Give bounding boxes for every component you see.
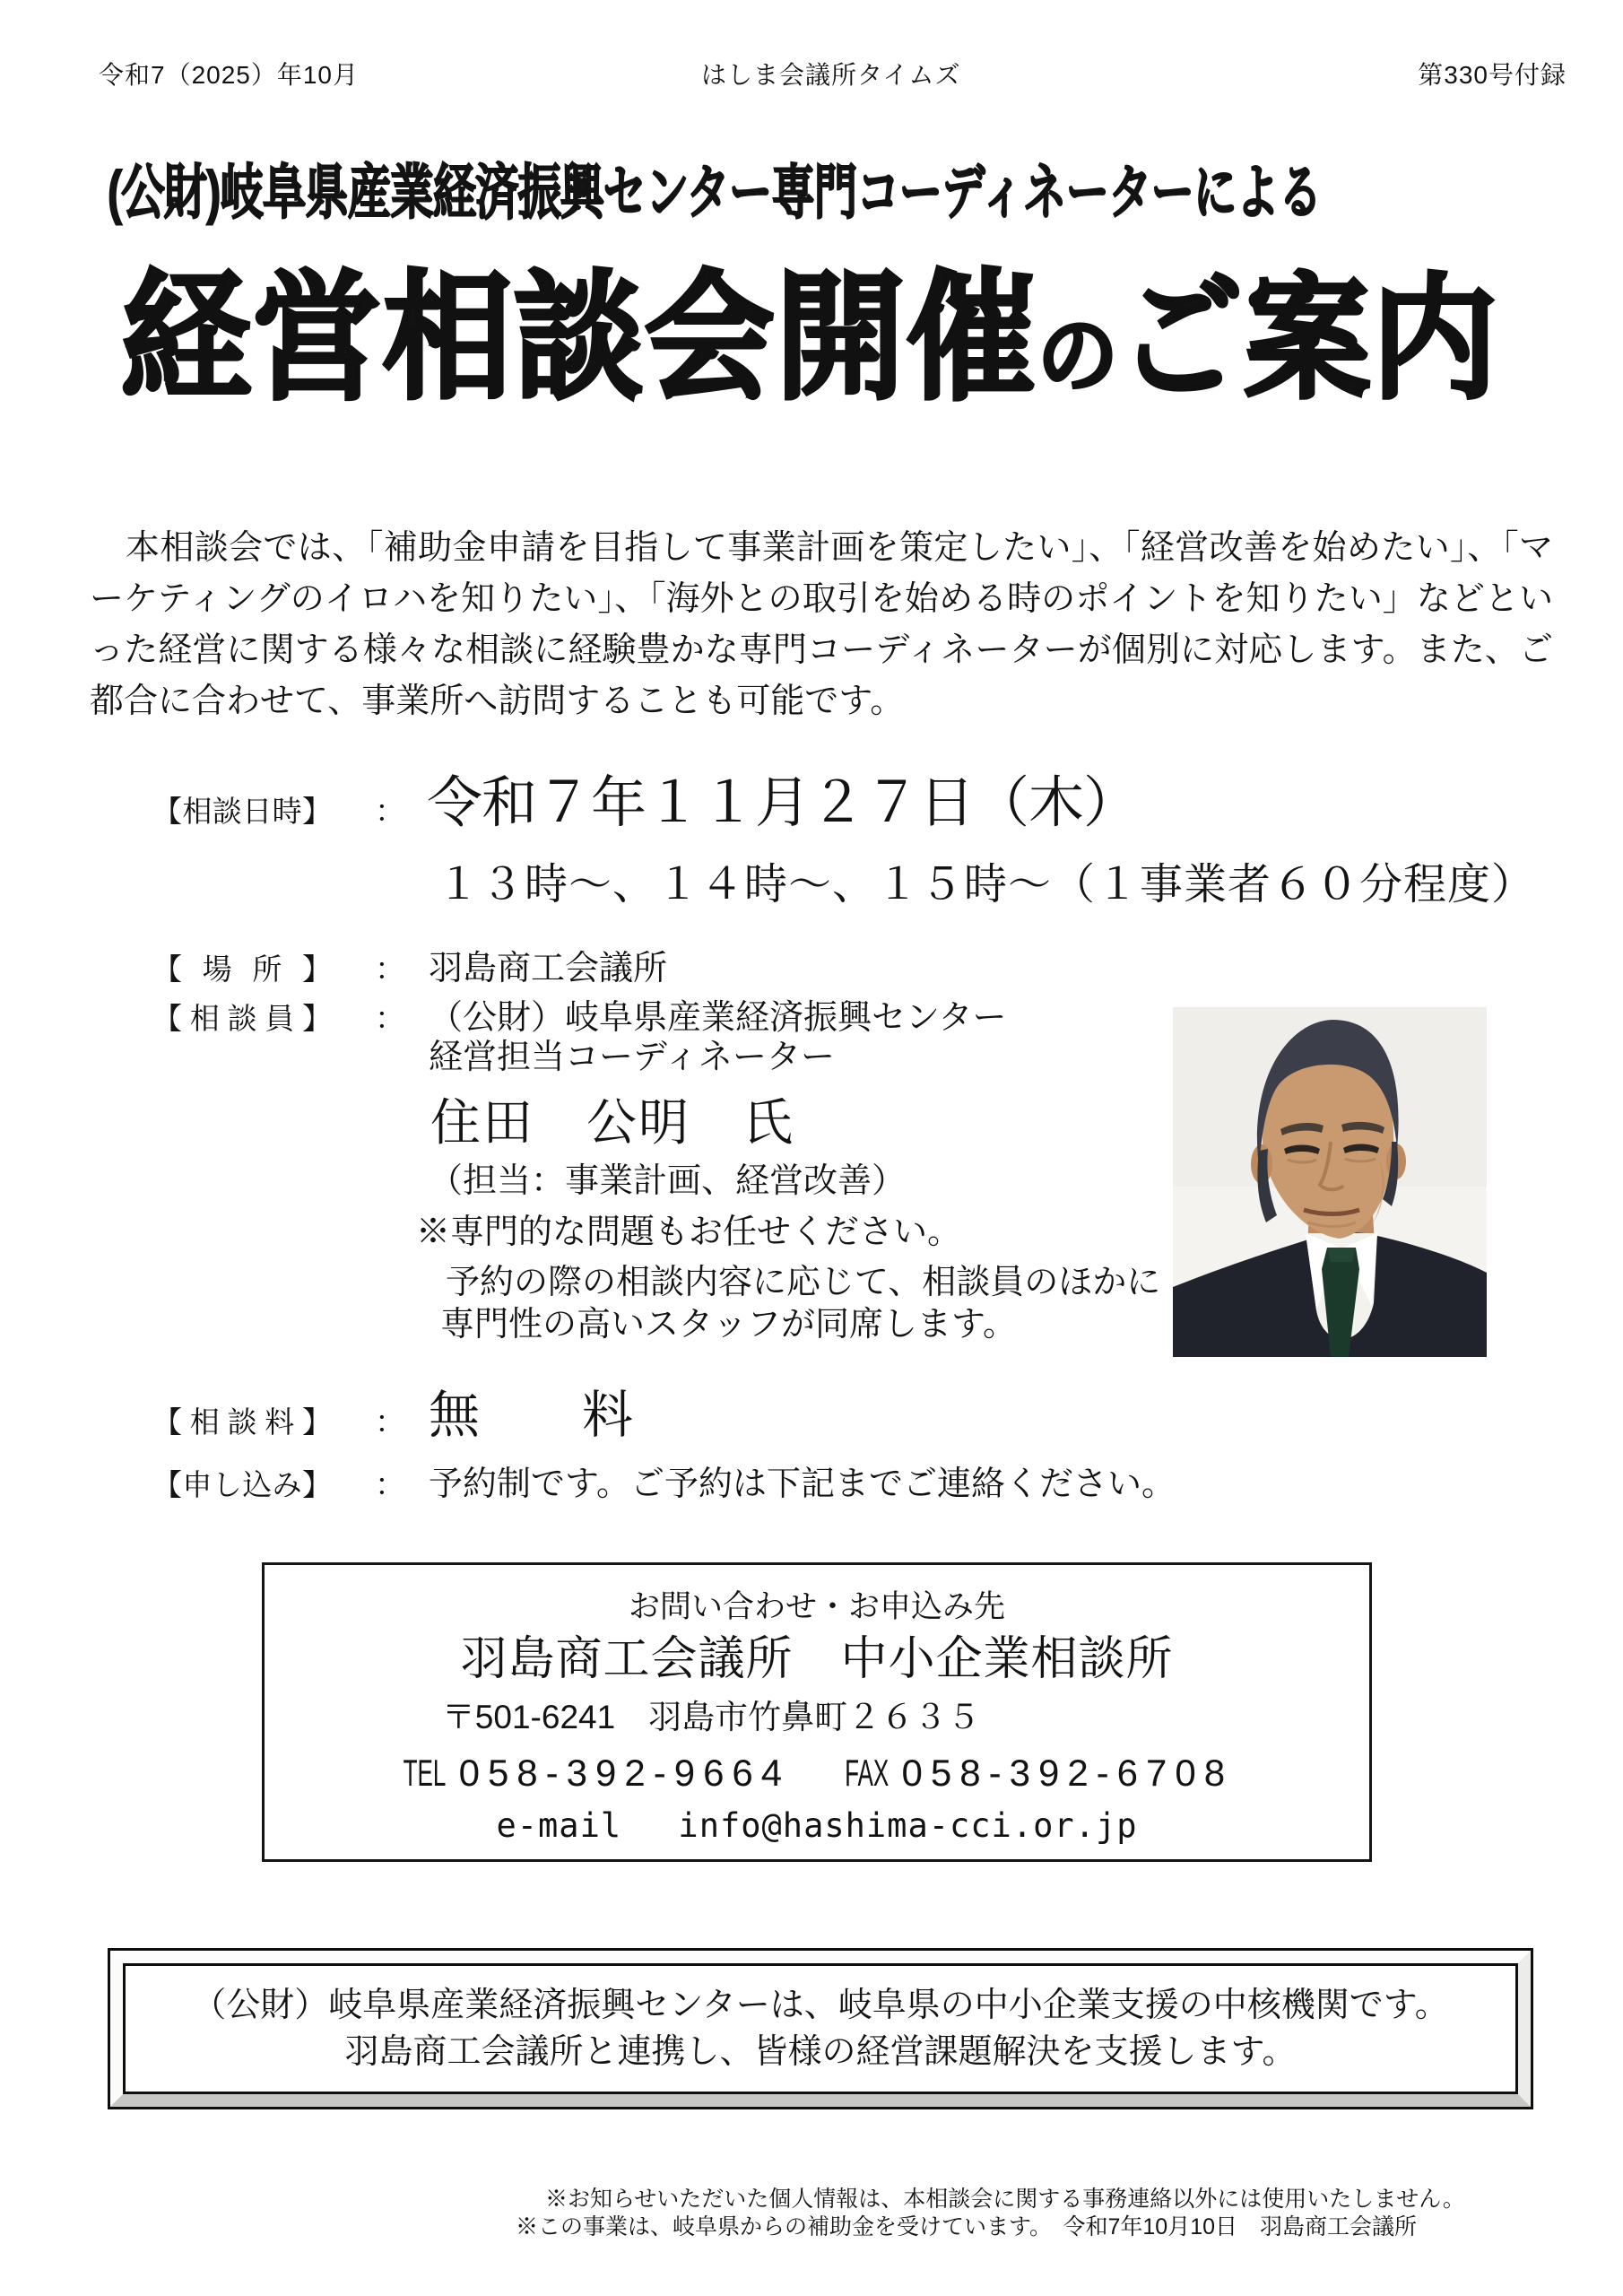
fee-row	[152, 1374, 633, 1448]
main-title-suffix: ご案内	[1117, 264, 1499, 414]
consultant-photo	[1173, 1007, 1487, 1357]
subtitle: (公財)岐阜県産業経済振興センター専門コーディネーターによる	[108, 159, 1322, 225]
fax-label: FAX	[844, 1751, 889, 1794]
schedule-date: 令和７年１１月２７日（木）	[427, 772, 1139, 834]
place-value: 羽島商工会議所	[429, 950, 668, 987]
fee-label: 【相談料】	[152, 1405, 332, 1439]
main-title-prefix: 経営相談会開催	[121, 260, 1038, 415]
apply-colon: ：	[375, 1468, 405, 1502]
main-title-no: の	[1037, 309, 1118, 404]
support-banner-box	[108, 1948, 1533, 2109]
consultant-colon: ：	[375, 1002, 405, 1036]
contact-tel-fax	[265, 1751, 1369, 1796]
fax-number: 058-392-6708	[901, 1751, 1234, 1794]
contact-address: 〒501-6241 羽島市竹鼻町２６３５	[441, 1699, 981, 1736]
place-row	[152, 940, 667, 989]
subsidy-note: ※この事業は、岐阜県からの補助金を受けています。 令和7年10月10日 羽島商工会議所	[516, 2214, 1418, 2239]
consultant-charge: （担当：事業計画、経営改善）	[429, 1162, 907, 1200]
support-banner-line-2: 羽島商工会議所と連携し、皆様の経営課題解決を支援します。	[344, 2033, 1297, 2071]
main-title	[121, 260, 1499, 415]
contact-email-line	[265, 1806, 1369, 1846]
email-label: e-mail	[496, 1806, 622, 1846]
apply-row	[152, 1456, 1176, 1505]
issue-number: 第330号付録	[1418, 61, 1567, 89]
consultant-portrait-illustration	[1173, 1007, 1487, 1357]
schedule-row	[152, 758, 1138, 838]
apply-value: 予約制です。ご予約は下記までご連絡ください。	[429, 1465, 1176, 1503]
schedule-label: 【相談日時】	[152, 795, 332, 828]
consultant-org: （公財）岐阜県産業経済振興センター	[429, 999, 1007, 1037]
tel-number: 058-392-9664	[458, 1751, 791, 1794]
place-label: 【場所】	[152, 952, 332, 986]
support-banner-line-1: （公財）岐阜県産業経済振興センターは、岐阜県の中小企業支援の中核機関です。	[192, 1987, 1449, 2024]
tel-label: TEL	[403, 1751, 447, 1794]
apply-label: 【申し込み】	[152, 1468, 332, 1501]
schedule-colon: ：	[375, 795, 405, 829]
intro-paragraph: 本相談会では、「補助金申請を目指して事業計画を策定したい」、「経営改善を始めたい」、「マーケティングのイロハを知りたい」、「海外との取引を始める時のポイントを知りたい」などといった経営に関する様々な相談に経験豊かな専門コーディネーターが個別に対応します。また、ご都合に合わせて、事業所へ訪問することも可能です。	[90, 529, 1553, 720]
footer-notes	[516, 2186, 1465, 2241]
contact-organization: 羽島商工会議所 中小企業相談所	[460, 1633, 1174, 1685]
fee-value: 無 料	[429, 1387, 633, 1444]
schedule-times: １３時～、１４時～、１５時～（１事業者６０分程度）	[437, 861, 1536, 909]
place-colon: ：	[375, 952, 405, 987]
privacy-note: ※お知らせいただいた個人情報は、本相談会に関する事務連絡以外には使用いたしません。	[545, 2187, 1465, 2212]
fee-colon: ：	[375, 1405, 405, 1439]
contact-heading: お問い合わせ・お申込み先	[628, 1589, 1005, 1624]
consultant-note-1: ※専門的な問題もお任せください。	[416, 1213, 962, 1251]
support-banner-frame	[110, 1951, 1531, 2107]
publication-name: はしま会議所タイムズ	[701, 61, 961, 89]
issue-date: 令和7（2025）年10月	[99, 61, 360, 89]
consultant-row	[152, 989, 1006, 1039]
consultant-note-3: 専門性の高いスタッフが同席します。	[440, 1306, 1017, 1344]
consultant-note-2: 予約の際の相談内容に応じて、相談員のほかに	[446, 1264, 1161, 1301]
consultant-role: 経営担当コーディネーター	[429, 1039, 835, 1076]
email-address: info@hashima-cci.or.jp	[678, 1806, 1138, 1846]
consultant-label: 【相談員】	[152, 1002, 332, 1035]
consultant-name: 住田 公明 氏	[430, 1094, 794, 1151]
contact-box	[262, 1562, 1372, 1862]
support-banner-content	[123, 1963, 1518, 2094]
